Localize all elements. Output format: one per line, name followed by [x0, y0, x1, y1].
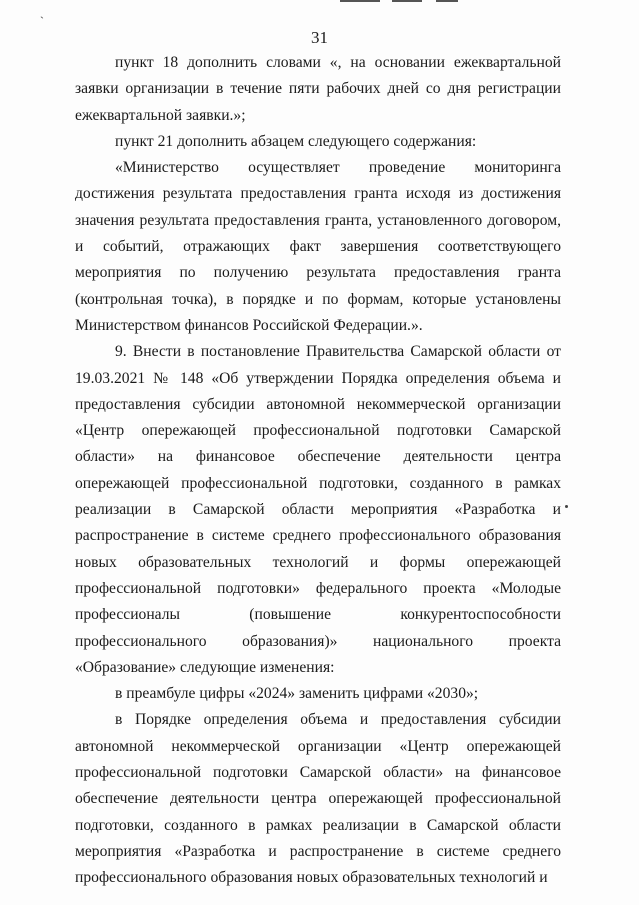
paragraph-item-9: 9. Внести в постановление Правительства Самарской области от 19.03.2021 № 148 «Об утверждении Порядка определения объема и предоставления субсидии автономной некоммерческой организации «Центр опережающей профессиональной подготовки Самарской области» на финансовое обеспечение деятельности центра опережающей профессиональной подготовки, созданного в рамках реализации в Самарской области мероприятия «Разработка и распространение в системе среднего профессионального образования новых образовательных технологий и формы опережающей профессиональной подготовки» федерального проекта «Молодые профессионалы (повышение конкурентоспособности профессионального образования)» национального проекта «Образование» следующие изменения:: [75, 343, 561, 676]
scan-corner-mark: ˋ: [40, 14, 44, 28]
scan-dot-artifact: [565, 505, 568, 508]
scan-edge-marks: [340, 0, 480, 3]
paragraph-procedure: в Порядке определения объема и предоставления субсидии автономной некоммерческой организации «Центр опережающей профессиональной подготовки Самарской области» на финансовое обеспечение деятельности центра опережающей профессиональной подготовки, созданного в рамках реализации в Самарской области мероприятия «Разработка и распространение в системе среднего профессионального образования новых образовательных технологий и: [75, 711, 561, 887]
document-body: [75, 50, 561, 892]
paragraph-ministry-monitoring: «Министерство осуществляет проведение мониторинга достижения результата предоставления гранта исходя из достижения значения результата предоставления гранта, установленного договором, и событий, отражающих факт завершения соответствующего мероприятия по получению результата предоставления гранта (контрольная точка), в порядке и по формам, которые установлены Министерством финансов Российской Федерации.».: [75, 159, 561, 334]
page-number: 31: [311, 28, 328, 47]
paragraph-punkt-18: пункт 18 дополнить словами «, на основании ежеквартальной заявки организации в течение пяти рабочих дней со дня регистрации ежеквартальной заявки.»;: [75, 54, 561, 124]
paragraph-preamble: в преамбуле цифры «2024» заменить цифрами «2030»;: [115, 685, 479, 703]
paragraph-punkt-21: пункт 21 дополнить абзацем следующего содержания:: [115, 132, 477, 150]
